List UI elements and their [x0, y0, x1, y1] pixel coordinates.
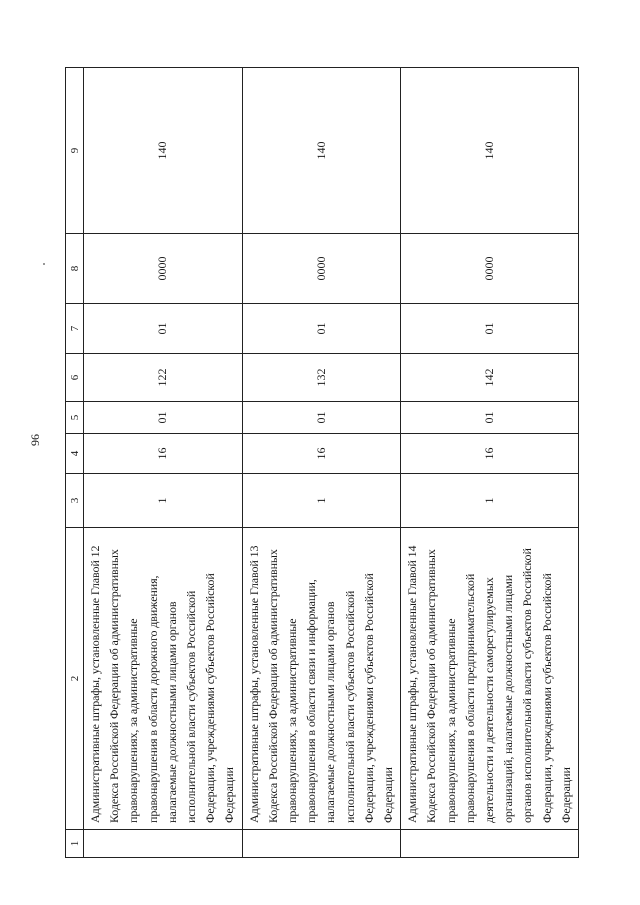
column-number-1: 1	[66, 830, 84, 858]
row-col5: 01	[84, 402, 243, 434]
column-number-6: 6	[66, 354, 84, 402]
row-col1	[401, 830, 579, 858]
row-col1	[242, 830, 401, 858]
budget-classification-table	[65, 67, 579, 858]
row-col3: 1	[242, 474, 401, 528]
row-col9: 140	[401, 68, 579, 234]
row-col3: 1	[401, 474, 579, 528]
row-col5: 01	[242, 402, 401, 434]
row-description: Административные штрафы, установленные Главой 14 Кодекса Российской Федерации об административных правонарушениях, за административные правонарушения в области предпринимательской деятельности и деятельности саморегулируемых организаций, налагаемые должностными лицами органов исполнительной власти субъектов Российской Федерации, учреждениями субъектов Российской Федерации	[401, 528, 579, 830]
row-description: Административные штрафы, установленные Главой 13 Кодекса Российской Федерации об административных правонарушениях, за административные правонарушения в области связи и информации, налагаемые должностными лицами органов исполнительной власти субъектов Российской Федерации, учреждениями субъектов Российской Федерации	[242, 528, 401, 830]
row-col7: 01	[242, 304, 401, 354]
row-col9: 140	[242, 68, 401, 234]
rotated-table-container	[65, 68, 573, 858]
row-col7: 01	[401, 304, 579, 354]
row-description: Административные штрафы, установленные Главой 12 Кодекса Российской Федерации об административных правонарушениях, за административные правонарушения в области дорожного движения, налагаемые должностными лицами органов исполнительной власти субъектов Российской Федерации, учреждениями субъектов Российской Федерации	[84, 528, 243, 830]
column-number-8: 8	[66, 234, 84, 304]
table-row	[401, 68, 579, 858]
row-col4: 16	[242, 434, 401, 474]
scan-speck	[43, 263, 45, 265]
column-number-7: 7	[66, 304, 84, 354]
row-col5: 01	[401, 402, 579, 434]
row-col6: 122	[84, 354, 243, 402]
row-col8: 0000	[401, 234, 579, 304]
header-row	[66, 68, 84, 858]
row-col3: 1	[84, 474, 243, 528]
table-row	[84, 68, 243, 858]
row-col4: 16	[401, 434, 579, 474]
column-number-3: 3	[66, 474, 84, 528]
row-col8: 0000	[242, 234, 401, 304]
column-number-2: 2	[66, 528, 84, 830]
row-col6: 132	[242, 354, 401, 402]
row-col7: 01	[84, 304, 243, 354]
row-col6: 142	[401, 354, 579, 402]
column-number-9: 9	[66, 68, 84, 234]
column-number-5: 5	[66, 402, 84, 434]
column-number-4: 4	[66, 434, 84, 474]
row-col4: 16	[84, 434, 243, 474]
row-col8: 0000	[84, 234, 243, 304]
table-row	[242, 68, 401, 858]
row-col9: 140	[84, 68, 243, 234]
page-number: 96	[28, 434, 42, 446]
row-col1	[84, 830, 243, 858]
